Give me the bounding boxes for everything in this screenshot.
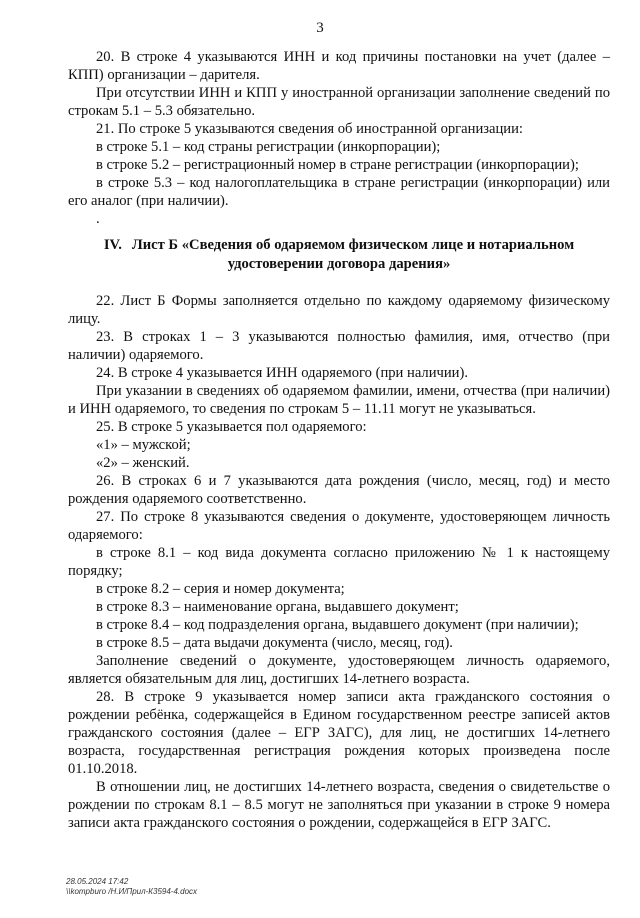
section-heading <box>68 236 610 274</box>
paragraph: 23. В строках 1 – 3 указываются полностью фамилия, имя, отчество (при наличии) одаряемого. <box>68 329 610 363</box>
paragraph: 21. По строке 5 указываются сведения об иностранной организации: <box>96 121 523 137</box>
paragraph: В отношении лиц, не достигших 14-летнего возраста, сведения о свидетельстве о рождении по строкам 8.1 – 8.5 могут не заполняться при указании в строке 9 номера записи акта гражданского состояния о рождении, содержащейся в ЕГР ЗАГС. <box>68 779 610 831</box>
section-number: IV. <box>103 237 122 253</box>
paragraph: 28. В строке 9 указывается номер записи акта гражданского состояния о рождении ребёнка, содержащейся в Едином государственном реестре записей актов гражданского состояния (далее – ЕГР ЗАГС), для лиц, не достигших 14-летнего возраста, государственная регистрация рождения которых произведена после 01.10.2018. <box>68 689 610 777</box>
paragraph: в строке 5.1 – код страны регистрации (инкорпорации); <box>96 139 441 155</box>
paragraph: Заполнение сведений о документе, удостоверяющем личность одаряемого, является обязательным для лиц, достигших 14-летнего возраста. <box>68 653 610 687</box>
paragraph: в строке 8.3 – наименование органа, выдавшего документ; <box>96 599 459 615</box>
paragraph: При указании в сведениях об одаряемом фамилии, имени, отчества (при наличии) и ИНН одаряемого, то сведения по строкам 5 – 11.11 могут не указываться. <box>68 383 610 417</box>
paragraph: «2» – женский. <box>96 455 190 471</box>
file-footer <box>66 877 197 897</box>
stray-dot-mark: . <box>96 211 100 227</box>
paragraph: При отсутствии ИНН и КПП у иностранной организации заполнение сведений по строкам 5.1 – 5.3 обязательно. <box>68 85 610 119</box>
page-number: 3 <box>316 20 324 36</box>
paragraph: 25. В строке 5 указывается пол одаряемого: <box>96 419 367 435</box>
paragraph: «1» – мужской; <box>96 437 191 453</box>
paragraph: в строке 8.5 – дата выдачи документа (число, месяц, год). <box>96 635 453 651</box>
paragraph: 27. По строке 8 указываются сведения о документе, удостоверяющем личность одаряемого: <box>68 509 610 543</box>
document-body <box>68 48 610 832</box>
footer-path: \\kompburo /Н.И/Прил-К3594-4.docx <box>66 887 198 896</box>
paragraph: 24. В строке 4 указывается ИНН одаряемого (при наличии). <box>96 365 468 381</box>
paragraph: 22. Лист Б Формы заполняется отдельно по каждому одаряемому физическому лицу. <box>68 293 610 327</box>
spacer <box>68 274 610 292</box>
paragraph: в строке 8.2 – серия и номер документа; <box>96 581 345 597</box>
paragraph: 20. В строке 4 указываются ИНН и код причины постановки на учет (далее – КПП) организации – дарителя. <box>68 49 610 83</box>
paragraph: в строке 5.3 – код налогоплательщика в стране регистрации (инкорпорации) или его аналог (при наличии). <box>68 175 610 209</box>
section-title-part1: Лист Б «Сведения об одаряемом физическом лице и нотариальном <box>131 237 575 253</box>
paragraph: в строке 5.2 – регистрационный номер в стране регистрации (инкорпорации); <box>96 157 579 173</box>
footer-date: 28.05.2024 17:42 <box>66 877 129 886</box>
paragraph: в строке 8.1 – код вида документа согласно приложению № 1 к настоящему порядку; <box>68 545 610 579</box>
section-heading-line1 <box>68 236 610 255</box>
paragraph: в строке 8.4 – код подразделения органа, выдавшего документ (при наличии); <box>96 617 579 633</box>
section-title-part2: удостоверении договора дарения» <box>227 256 451 272</box>
paragraph: 26. В строках 6 и 7 указываются дата рождения (число, месяц, год) и место рождения одаряемого соответственно. <box>68 473 610 507</box>
